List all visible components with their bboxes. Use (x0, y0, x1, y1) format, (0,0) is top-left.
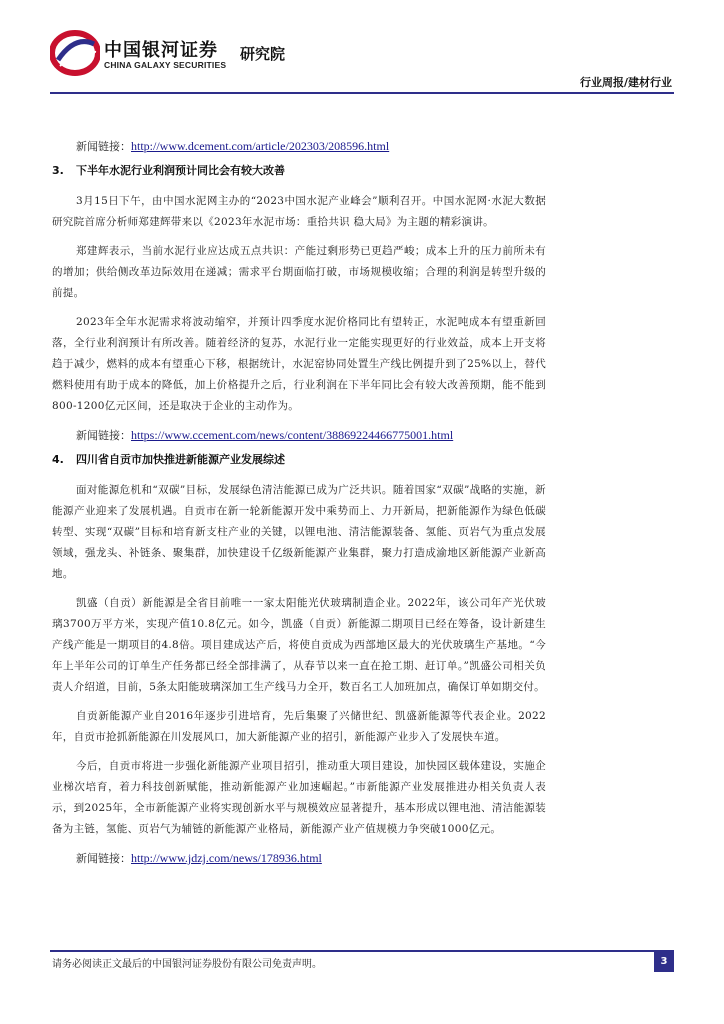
disclaimer-text: 请务必阅读正文最后的中国银河证券股份有限公司免责声明。 (52, 959, 322, 970)
report-type: 行业周报/建材行业 (579, 76, 672, 89)
news-link-1 (52, 136, 636, 157)
news-link-prefix: 新闻链接： (76, 429, 131, 442)
paragraph: 2023年全年水泥需求将波动缩窄，并预计四季度水泥价格同比有望转正，水泥吨成本有望重新回落，全行业利润预计有所改善。随着经济的复苏，水泥行业一定能实现更好的行业效益，成本上开支将趋于减少，燃料的成本有望重心下移，根据统计，水泥窑协同处置生产线比例提升到了25%以上，替代燃料使用有助于成本的降低，加上价格提升之后，行业利润在下半年同比会有较大改善预期，能不能到800-1200亿元区间，还是取决于企业的主动作为。 (52, 316, 546, 412)
page-number: 3 (654, 952, 674, 972)
institute-label: 研究院 (240, 45, 286, 63)
news-link-3 (52, 848, 636, 869)
paragraph: 自贡新能源产业自2016年逐步引进培育，先后集聚了兴储世纪、凯盛新能源等代表企业。2022年，自贡市抢抓新能源在川发展风口，加大新能源产业的招引，新能源产业步入了发展快车道。 (52, 710, 546, 743)
header-rule (50, 92, 674, 94)
paragraph: 今后，自贡市将进一步强化新能源产业项目招引，推动重大项目建设，加快园区载体建设，实施企业梯次培育，着力科技创新赋能，推动新能源产业加速崛起。”市新能源产业发展推进办相关负责人表示，到2025年，全市新能源产业将实现创新水平与规模效应显著提升，基本形成以锂电池、清洁能源装备为主链，氢能、页岩气为辅链的新能源产业格局，新能源产业产值规模力争突破1000亿元。 (52, 760, 546, 835)
news-url-link[interactable]: http://www.dcement.com/article/202303/208596.html (131, 139, 390, 153)
page-header (0, 0, 724, 100)
galaxy-logo-icon (50, 30, 100, 76)
logo-chinese-name: 中国银河证券 (104, 40, 218, 61)
news-link-prefix: 新闻链接： (76, 140, 131, 153)
main-content (52, 136, 546, 873)
news-link-2 (52, 425, 636, 446)
news-url-link[interactable]: http://www.jdzj.com/news/178936.html (131, 851, 322, 865)
paragraph: 面对能源危机和“双碳”目标，发展绿色清洁能源已成为广泛共识。随着国家“双碳”战略的实施，新能源产业迎来了发展机遇。自贡市在新一轮新能源开发中乘势而上、力开新局，把新能源作为绿色低碳转型、实现“双碳”目标和培育新支柱产业的关键，以锂电池、清洁能源装备、氢能、页岩气为重点发展领域，强龙头、补链条、聚集群，加快建设千亿级新能源产业集群，聚力打造成渝地区新能源产业新高地。 (52, 484, 546, 580)
logo-english-name: CHINA GALAXY SECURITIES (104, 60, 227, 70)
paragraph: 郑建辉表示，当前水泥行业应达成五点共识：产能过剩形势已更趋严峻；成本上升的压力前所未有的增加；供给侧改革边际效用在递减；需求平台期面临打破，市场规模收缩；合理的利润是转型升级的前提。 (52, 245, 546, 299)
section-title: 四川省自贡市加快推进新能源产业发展综述 (76, 453, 285, 466)
footer-rule (50, 950, 674, 952)
news-url-link[interactable]: https://www.ccement.com/news/content/38869224466775001.html (131, 428, 454, 442)
section-3-heading (52, 161, 652, 181)
paragraph: 3月15日下午，由中国水泥网主办的“2023中国水泥产业峰会”顺利召开。中国水泥网·水泥大数据研究院首席分析师郑建辉带来以《2023年水泥市场：重拾共识 稳大局》为主题的精彩演讲。 (52, 195, 546, 228)
section-4-heading (52, 450, 652, 470)
section-number: 3. (52, 164, 64, 177)
paragraph: 凯盛（自贡）新能源是全省目前唯一一家太阳能光伏玻璃制造企业。2022年，该公司年产光伏玻璃3700万平方米，实现产值10.8亿元。如今，凯盛（自贡）新能源二期项目已经在筹备，设计新建生产线产能是一期项目的4.8倍。项目建成达产后，将使自贡成为西部地区最大的光伏玻璃生产基地。“今年上半年公司的订单生产任务都已经全部排满了，从春节以来一直在抢工期、赶订单。”凯盛公司相关负责人介绍道，目前，5条太阳能玻璃深加工生产线马力全开，数百名工人加班加点，确保订单如期交付。 (52, 597, 546, 693)
news-link-prefix: 新闻链接： (76, 852, 131, 865)
section-number: 4. (52, 453, 64, 466)
section-title: 下半年水泥行业利润预计同比会有较大改善 (76, 164, 285, 177)
